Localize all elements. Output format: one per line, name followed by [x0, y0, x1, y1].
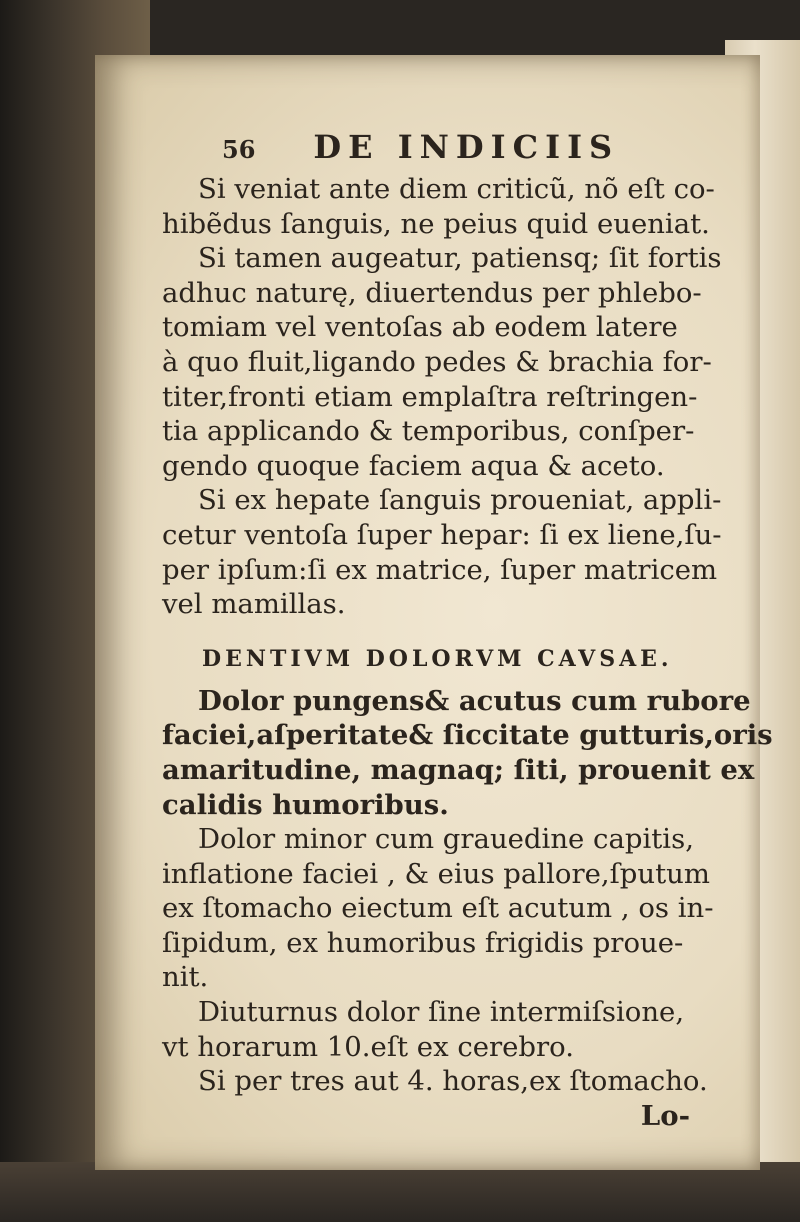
paragraph-6: [162, 1064, 752, 1099]
text-line: tomiam vel ventoſas ab eodem latere: [162, 311, 678, 344]
text-line: tia applicando & temporibus, conſper-: [162, 415, 695, 448]
text-line: Si per tres aut 4. horas,ex ſtomacho.: [198, 1065, 708, 1098]
text-line: à quo fluit,ligando pedes & brachia for-: [162, 345, 712, 378]
text-line: Dolor minor cum grauedine capitis,: [198, 823, 694, 856]
text-line: inflatione faciei , & eius pallore,ſputum: [162, 857, 710, 890]
text-line: Dolor pungens& acutus cum rubore: [198, 684, 751, 717]
text-line: ex ſtomacho eiectum eſt acutum , os in-: [162, 892, 714, 925]
section-heading: DENTIVM DOLORVM CAVSAE.: [202, 645, 673, 672]
text-line: adhuc naturę, diuertendus per phlebo-: [162, 276, 702, 309]
text-line: cetur ventoſa ſuper hepar: ſi ex liene,ſu-: [162, 518, 722, 551]
running-title: DE INDICIIS: [313, 128, 620, 166]
paragraph-3: [162, 684, 773, 822]
page-number: 56: [222, 135, 256, 164]
text-line: calidis humoribus.: [162, 788, 449, 821]
text-line: vt horarum 10.eſt ex cerebro.: [162, 1030, 574, 1063]
paragraph-5: [162, 995, 752, 1064]
text-line: Si tamen augeatur, patiensq; ſit fortis: [198, 242, 722, 275]
page-bottom-edge: [0, 1162, 800, 1222]
text-line: titer,fronti etiam emplaſtra reſtringen-: [162, 380, 698, 413]
text-line: per ipſum:ſi ex matrice, ſuper matricem: [162, 553, 718, 586]
paragraph-4: [162, 822, 752, 995]
text-line: hibẽdus ſanguis, ne peius quid eueniat.: [162, 207, 710, 240]
text-line: faciei,aſperitate& ſiccitate gutturis,oris: [162, 719, 773, 752]
text-line: vel mamillas.: [162, 588, 346, 621]
text-line: Diuturnus dolor ſine intermiſsione,: [198, 996, 685, 1029]
text-line: ſipidum, ex humoribus frigidis proue-: [162, 926, 684, 959]
text-line: amaritudine, magnaq; ſiti, prouenit ex: [162, 753, 755, 786]
text-line: nit.: [162, 961, 209, 994]
page-header: [222, 128, 752, 172]
text-line: gendo quoque faciem aqua & aceto.: [162, 449, 665, 482]
paragraph-2: [162, 483, 752, 621]
text-line: Si ex hepate ſanguis proueniat, appli-: [198, 484, 722, 517]
catchword: Lo-: [640, 1099, 690, 1132]
page-text: [162, 128, 773, 1133]
text-line: Si veniat ante diem criticũ, nõ eſt co-: [198, 173, 715, 205]
paragraph-1: [162, 172, 752, 483]
